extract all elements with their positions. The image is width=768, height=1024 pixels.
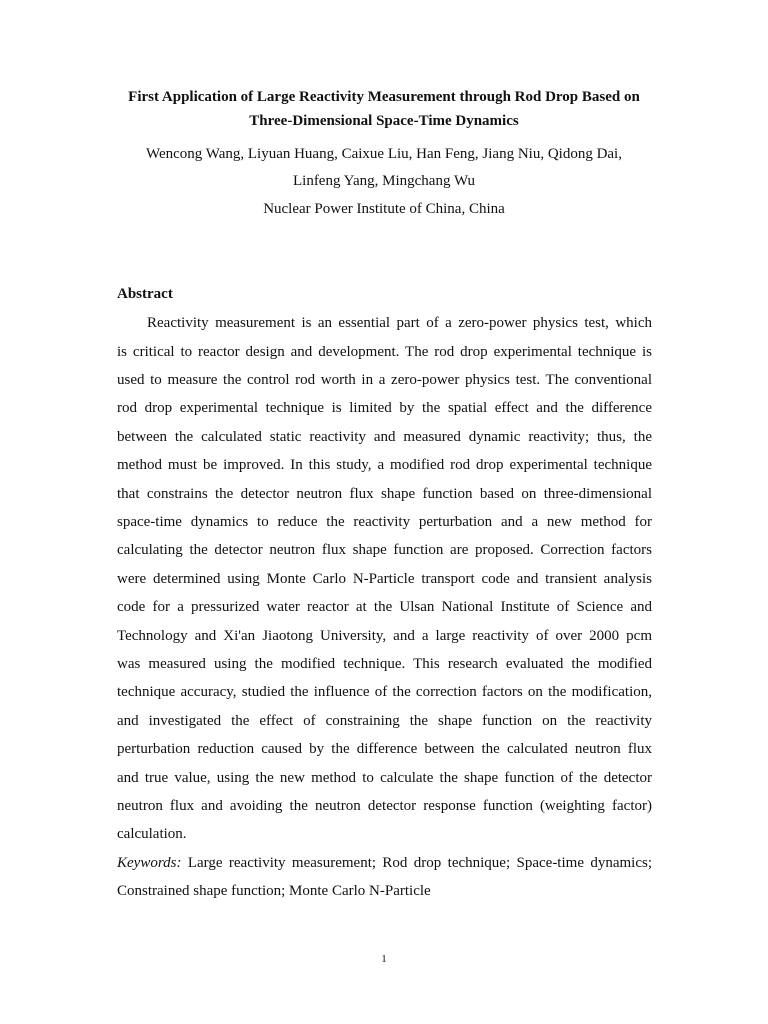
abstract-line: code for a pressurized water reactor at the Ulsan National Institute of Science and [117,599,652,615]
authors-line-1: Wencong Wang, Liyuan Huang, Caixue Liu, Han Feng, Jiang Niu, Qidong Dai, [146,146,622,162]
keywords-line-2: Constrained shape function; Monte Carlo N-Particle [117,883,431,899]
abstract-line: calculating the detector neutron flux shape function are proposed. Correction factors [117,542,652,558]
abstract-line: and investigated the effect of constraining the shape function on the reactivity [117,713,652,729]
abstract-heading: Abstract [117,286,173,302]
title-line-1: First Application of Large Reactivity Measurement through Rod Drop Based on [128,89,640,105]
page-number: 1 [381,953,387,965]
abstract-line: method must be improved. In this study, a modified rod drop experimental technique [117,457,652,473]
abstract-line: rod drop experimental technique is limited by the spatial effect and the difference [117,400,652,416]
abstract-line: space-time dynamics to reduce the reactivity perturbation and a new method for [117,514,652,530]
abstract-line: and true value, using the new method to calculate the shape function of the detector [117,770,652,786]
title-line-2: Three-Dimensional Space-Time Dynamics [249,113,519,129]
abstract-line: perturbation reduction caused by the difference between the calculated neutron flux [117,741,652,757]
abstract-line: Technology and Xi'an Jiaotong University, and a large reactivity of over 2000 pcm [117,628,652,644]
abstract-line: calculation. [117,826,187,842]
authors-line-2: Linfeng Yang, Mingchang Wu [292,173,476,189]
abstract-line: used to measure the control rod worth in a zero-power physics test. The conventional [117,372,652,388]
abstract-line: was measured using the modified technique. This research evaluated the modified [117,656,652,672]
abstract-line: neutron flux and avoiding the neutron detector response function (weighting factor) [117,798,652,814]
keywords-text: Large reactivity measurement; Rod drop technique; Space-time dynamics; [181,855,652,871]
abstract-line: between the calculated static reactivity and measured dynamic reactivity; thus, the [117,429,652,445]
abstract-line: that constrains the detector neutron flux shape function based on three-dimensional [117,486,652,502]
abstract-line: technique accuracy, studied the influence of the correction factors on the modification, [117,684,652,700]
keywords-line-1 [117,854,652,872]
keywords-label: Keywords: [117,855,182,871]
abstract-line: Reactivity measurement is an essential part of a zero-power physics test, which [147,315,652,331]
abstract-line: is critical to reactor design and development. The rod drop experimental technique is [117,344,652,360]
abstract-line: were determined using Monte Carlo N-Particle transport code and transient analysis [117,571,652,587]
affiliation: Nuclear Power Institute of China, China [263,201,505,217]
